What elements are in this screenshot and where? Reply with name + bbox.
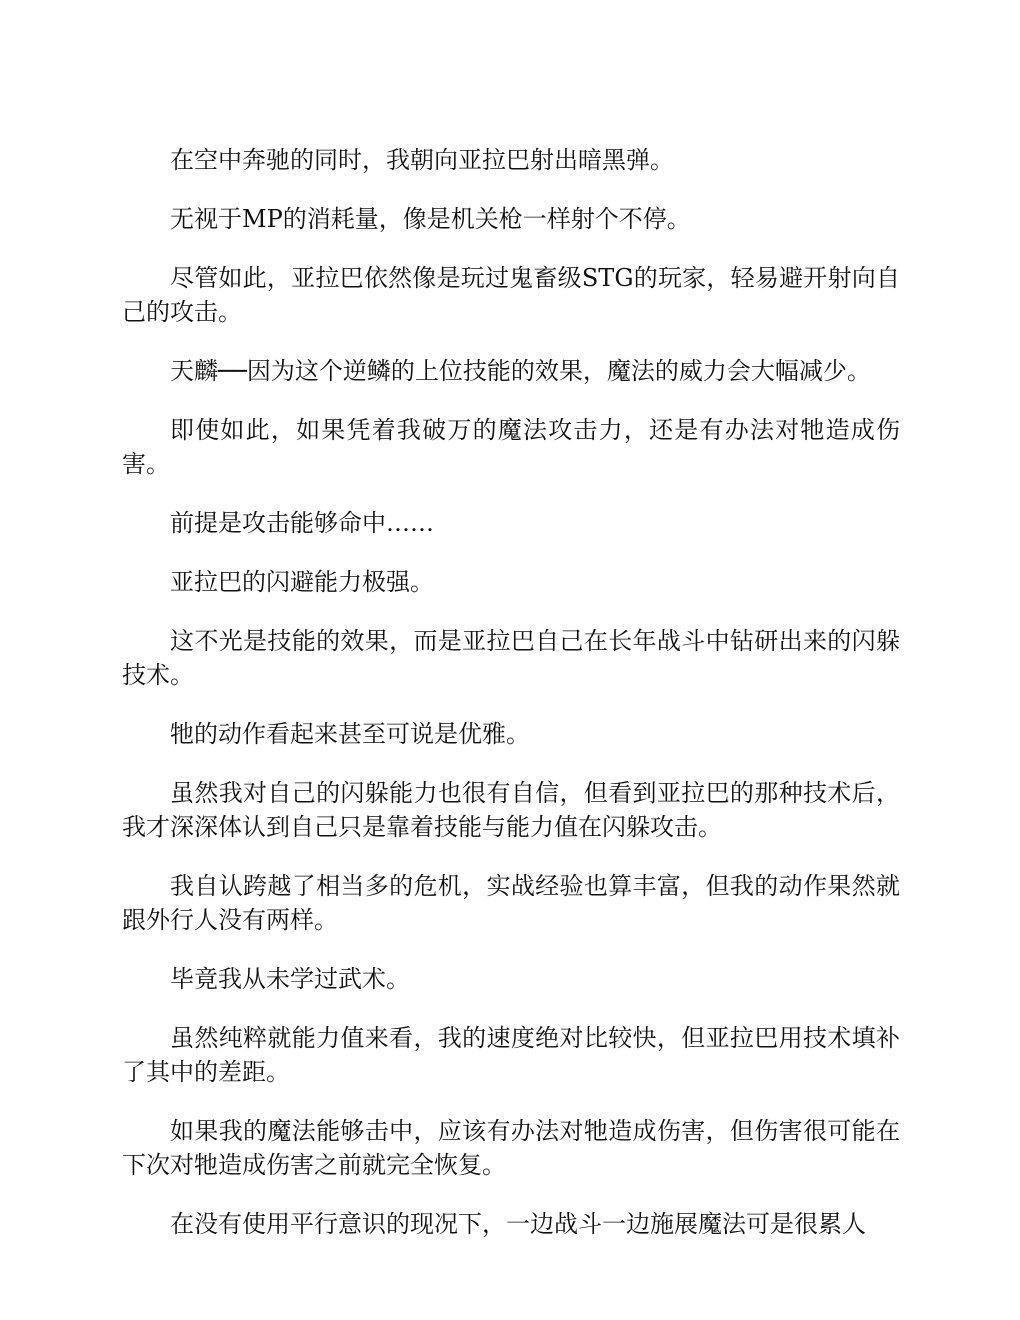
paragraph: 前提是攻击能够命中…… [170, 509, 434, 537]
paragraph: 在没有使用平行意识的现况下，一边战斗一边施展魔法可是很累人 [170, 1210, 866, 1238]
paragraph: 这不光是技能的效果，而是亚拉巴自己在长年战斗中钻研出来的闪躲技术。 [122, 627, 900, 689]
paragraph: 毕竟我从未学过武术。 [170, 965, 410, 993]
paragraph: 虽然我对自己的闪躲能力也很有自信，但看到亚拉巴的那种技术后，我才深深体认到自己只是靠着技能与能力值在闪躲攻击。 [122, 779, 900, 841]
paragraph: 如果我的魔法能够击中，应该有办法对牠造成伤害，但伤害很可能在下次对牠造成伤害之前就完全恢复。 [122, 1117, 900, 1179]
paragraph: 牠的动作看起来甚至可说是优雅。 [170, 720, 530, 748]
paragraph: 无视于MP的消耗量，像是机关枪一样射个不停。 [170, 205, 691, 233]
paragraph: 我自认跨越了相当多的危机，实战经验也算丰富，但我的动作果然就跟外行人没有两样。 [122, 872, 900, 934]
paragraph: 即使如此，如果凭着我破万的魔法攻击力，还是有办法对牠造成伤害。 [122, 416, 900, 478]
paragraph: 在空中奔驰的同时，我朝向亚拉巴射出暗黑弹。 [170, 146, 674, 174]
paragraph: 天麟──因为这个逆鳞的上位技能的效果，魔法的威力会大幅减少。 [170, 357, 871, 385]
paragraph: 虽然纯粹就能力值来看，我的速度绝对比较快，但亚拉巴用技术填补了其中的差距。 [122, 1024, 900, 1086]
paragraph: 亚拉巴的闪避能力极强。 [170, 568, 434, 596]
paragraph: 尽管如此，亚拉巴依然像是玩过鬼畜级STG的玩家，轻易避开射向自己的攻击。 [122, 264, 900, 326]
document-body [122, 143, 900, 1266]
